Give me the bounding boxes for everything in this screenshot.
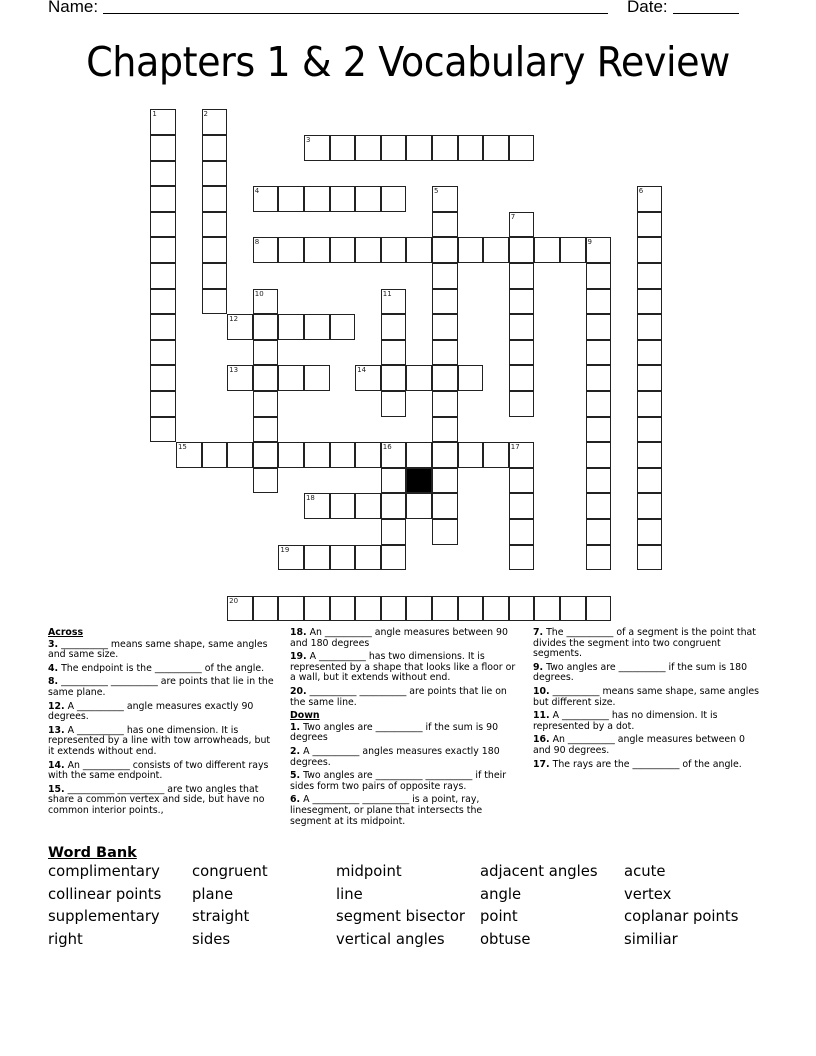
grid-cell[interactable] <box>483 442 509 468</box>
grid-cell[interactable] <box>432 263 458 289</box>
word-bank-word: coplanar points <box>624 908 739 926</box>
clue-num: 7. <box>533 627 544 638</box>
grid-cell[interactable] <box>381 314 407 340</box>
grid-cell[interactable] <box>637 289 663 315</box>
clue-num: 5. <box>290 770 301 782</box>
clue-number: 2 <box>203 110 209 119</box>
word-bank-word: obtuse <box>480 931 531 949</box>
clue-num: 8. <box>48 676 59 688</box>
grid-cell[interactable] <box>509 493 535 519</box>
grid-cell[interactable] <box>202 289 228 315</box>
clue-text: The __________ of a segment is the point that divides the segment into two congruent segments. <box>533 627 756 660</box>
clue-text: A __________ __________ is a point, ray, linesegment, or plane that intersects the segment at its midpoint. <box>290 794 483 827</box>
clue-number: 1 <box>152 110 157 119</box>
word-bank-word: segment bisector <box>336 908 465 926</box>
grid-cell[interactable] <box>150 161 176 187</box>
clue-num: 4. <box>48 662 59 674</box>
clue-num: 20. <box>290 685 307 697</box>
clue-num: 12. <box>48 700 65 712</box>
grid-cell[interactable] <box>381 237 407 263</box>
grid-cell[interactable] <box>509 289 535 315</box>
clue-number: 17 <box>510 443 520 452</box>
grid-cell[interactable] <box>586 289 612 315</box>
date-label: Date: <box>627 0 668 16</box>
clue-number: 7 <box>510 212 516 221</box>
grid-cell[interactable] <box>253 391 279 417</box>
grid-cell[interactable] <box>150 391 176 417</box>
clue-number: 18 <box>305 494 315 503</box>
clue-text: __________ __________ are two angles that share a common vertex and side, but have no common interior points., <box>48 783 265 816</box>
clue-number: 4 <box>254 187 260 196</box>
black-cell <box>406 468 432 494</box>
clue-num: 11. <box>533 710 550 722</box>
grid-cell[interactable] <box>253 365 279 391</box>
grid-cell[interactable] <box>458 135 484 161</box>
clue-text: A __________ angle measures exactly 90 degrees. <box>48 700 254 723</box>
grid-cell[interactable] <box>509 263 535 289</box>
grid-cell[interactable] <box>586 519 612 545</box>
word-bank-word: supplementary <box>48 908 160 926</box>
word-bank-word: vertex <box>624 885 672 903</box>
grid-cell[interactable] <box>432 596 458 622</box>
name-label: Name: <box>48 0 99 16</box>
across-clue <box>48 677 274 698</box>
grid-cell[interactable] <box>330 493 356 519</box>
down-clue <box>533 628 765 660</box>
grid-cell[interactable] <box>202 237 228 263</box>
clue-text: __________ means same shape, same angles but different size. <box>533 685 760 708</box>
grid-cell[interactable] <box>304 237 330 263</box>
grid-cell[interactable] <box>278 365 304 391</box>
clue-num: 18. <box>290 627 307 638</box>
grid-cell[interactable] <box>432 391 458 417</box>
grid-cell[interactable] <box>330 135 356 161</box>
word-bank-word: adjacent angles <box>480 863 598 880</box>
grid-cell[interactable] <box>509 314 535 340</box>
grid-cell[interactable] <box>637 212 663 238</box>
grid-cell[interactable] <box>355 442 381 468</box>
grid-cell[interactable] <box>381 365 407 391</box>
grid-cell[interactable] <box>381 545 407 571</box>
grid-cell[interactable] <box>381 340 407 366</box>
grid-cell[interactable] <box>406 135 432 161</box>
word-bank-word: midpoint <box>336 863 402 880</box>
grid-cell[interactable] <box>278 314 304 340</box>
grid-cell[interactable] <box>381 442 407 468</box>
clue-text: A __________ has one dimension. It is represented by a line with tow arrowheads, but it extends without end. <box>48 724 271 757</box>
grid-cell[interactable] <box>637 545 663 571</box>
grid-cell[interactable] <box>586 442 612 468</box>
clue-num: 14. <box>48 759 65 771</box>
clue-number: 19 <box>280 545 290 554</box>
down-clue <box>533 760 765 771</box>
grid-cell[interactable] <box>253 442 279 468</box>
grid-cell[interactable] <box>509 365 535 391</box>
grid-cell[interactable] <box>432 468 458 494</box>
clue-text: An __________ angle measures between 90 and 180 degrees <box>290 627 508 649</box>
grid-cell[interactable] <box>253 340 279 366</box>
grid-cell[interactable] <box>253 289 279 315</box>
grid-cell[interactable] <box>227 314 253 340</box>
across-clue <box>48 761 274 782</box>
grid-cell[interactable] <box>637 237 663 263</box>
grid-cell[interactable] <box>432 186 458 212</box>
grid-cell[interactable] <box>637 365 663 391</box>
grid-cell[interactable] <box>509 519 535 545</box>
across-clue <box>290 687 518 708</box>
clue-number: 10 <box>254 289 264 298</box>
grid-cell[interactable] <box>637 417 663 443</box>
across-clue <box>48 640 274 661</box>
grid-cell[interactable] <box>637 340 663 366</box>
grid-cell[interactable] <box>253 468 279 494</box>
grid-cell[interactable] <box>432 340 458 366</box>
down-clue <box>533 663 765 684</box>
grid-cell[interactable] <box>534 237 560 263</box>
grid-cell[interactable] <box>330 186 356 212</box>
grid-cell[interactable] <box>304 596 330 622</box>
grid-cell[interactable] <box>202 186 228 212</box>
grid-cell[interactable] <box>586 596 612 622</box>
grid-cell[interactable] <box>253 596 279 622</box>
grid-cell[interactable] <box>227 442 253 468</box>
grid-cell[interactable] <box>586 417 612 443</box>
across-clue <box>48 664 274 675</box>
grid-cell[interactable] <box>202 135 228 161</box>
grid-cell[interactable] <box>509 468 535 494</box>
clue-text: Two angles are __________ __________ if their sides form two pairs of opposite rays. <box>290 770 507 792</box>
grid-cell[interactable] <box>586 468 612 494</box>
clue-number: 8 <box>254 238 260 247</box>
clue-number: 11 <box>382 289 392 298</box>
grid-cell[interactable] <box>304 365 330 391</box>
clue-number: 15 <box>177 443 187 452</box>
clue-num: 6. <box>290 794 301 806</box>
grid-cell[interactable] <box>202 442 228 468</box>
grid-cell[interactable] <box>458 237 484 263</box>
word-bank-word: plane <box>192 885 234 903</box>
grid-cell[interactable] <box>509 596 535 622</box>
clue-number: 20 <box>229 596 239 605</box>
word-bank-word: sides <box>192 931 231 949</box>
grid-cell[interactable] <box>227 365 253 391</box>
clues-column-3 <box>533 628 765 773</box>
clue-text: An __________ consists of two different rays with the same endpoint. <box>48 759 269 782</box>
grid-cell[interactable] <box>150 237 176 263</box>
clue-num: 9. <box>533 661 544 673</box>
grid-cell[interactable] <box>406 596 432 622</box>
grid-cell[interactable] <box>432 289 458 315</box>
grid-cell[interactable] <box>278 545 304 571</box>
word-bank-word: vertical angles <box>336 931 445 949</box>
grid-cell[interactable] <box>509 212 535 238</box>
clue-num: 3. <box>48 638 59 650</box>
grid-cell[interactable] <box>534 596 560 622</box>
grid-cell[interactable] <box>637 493 663 519</box>
grid-cell[interactable] <box>483 237 509 263</box>
across-clue <box>290 628 518 649</box>
grid-cell[interactable] <box>150 186 176 212</box>
grid-cell[interactable] <box>381 186 407 212</box>
down-clue <box>533 687 765 708</box>
word-bank-word: collinear points <box>48 885 162 903</box>
grid-cell[interactable] <box>355 596 381 622</box>
grid-cell[interactable] <box>381 493 407 519</box>
grid-cell[interactable] <box>278 442 304 468</box>
clue-number: 14 <box>357 366 367 375</box>
grid-cell[interactable] <box>202 161 228 187</box>
down-clue <box>290 747 518 768</box>
grid-cell[interactable] <box>381 596 407 622</box>
grid-cell[interactable] <box>253 417 279 443</box>
grid-cell[interactable] <box>253 186 279 212</box>
grid-cell[interactable] <box>432 212 458 238</box>
clue-num: 15. <box>48 783 65 795</box>
grid-cell[interactable] <box>330 596 356 622</box>
page-title: Chapters 1 & 2 Vocabulary Review <box>86 38 730 86</box>
grid-cell[interactable] <box>227 596 253 622</box>
grid-cell[interactable] <box>637 468 663 494</box>
grid-cell[interactable] <box>560 237 586 263</box>
grid-cell[interactable] <box>150 365 176 391</box>
clues-column-1 <box>48 628 274 820</box>
grid-cell[interactable] <box>637 391 663 417</box>
clue-num: 13. <box>48 724 65 736</box>
clue-number: 9 <box>587 238 593 247</box>
clue-text: An __________ angle measures between 0 and 90 degrees. <box>533 734 746 756</box>
grid-cell[interactable] <box>637 186 663 212</box>
word-bank-word: point <box>480 908 518 926</box>
clue-number: 13 <box>229 366 239 375</box>
grid-cell[interactable] <box>432 135 458 161</box>
date-field[interactable] <box>673 13 739 14</box>
grid-cell[interactable] <box>432 442 458 468</box>
clue-num: 19. <box>290 651 307 663</box>
grid-cell[interactable] <box>150 340 176 366</box>
grid-cell[interactable] <box>560 596 586 622</box>
grid-cell[interactable] <box>406 237 432 263</box>
clue-text: __________ means same shape, same angles and same size. <box>48 638 268 661</box>
clue-number: 12 <box>229 315 239 324</box>
clue-number: 6 <box>638 187 644 196</box>
grid-cell[interactable] <box>432 417 458 443</box>
down-clue <box>533 711 765 732</box>
grid-cell[interactable] <box>381 519 407 545</box>
across-clue <box>48 702 274 723</box>
clue-num: 10. <box>533 685 550 697</box>
grid-cell[interactable] <box>586 263 612 289</box>
word-bank-word: right <box>48 931 83 949</box>
grid-cell[interactable] <box>330 545 356 571</box>
word-bank-word: complimentary <box>48 863 160 880</box>
grid-cell[interactable] <box>304 545 330 571</box>
down-clue <box>533 735 765 756</box>
grid-cell[interactable] <box>355 186 381 212</box>
grid-cell[interactable] <box>432 519 458 545</box>
clue-num: 1. <box>290 721 301 733</box>
grid-cell[interactable] <box>432 365 458 391</box>
grid-cell[interactable] <box>176 442 202 468</box>
across-clue <box>48 726 274 758</box>
word-bank <box>48 845 739 949</box>
clue-text: A __________ has no dimension. It is represented by a dot. <box>533 710 718 732</box>
grid-cell[interactable] <box>330 237 356 263</box>
grid-cell[interactable] <box>509 340 535 366</box>
grid-cell[interactable] <box>509 442 535 468</box>
grid-cell[interactable] <box>304 314 330 340</box>
grid-cell[interactable] <box>150 417 176 443</box>
clue-heading: Across <box>48 627 84 638</box>
grid-cell[interactable] <box>278 596 304 622</box>
across-clue <box>48 785 274 817</box>
clue-num: 16. <box>533 734 550 746</box>
grid-cell[interactable] <box>637 314 663 340</box>
clue-text: A __________ angles measures exactly 180 degrees. <box>290 745 500 768</box>
grid-cell[interactable] <box>355 135 381 161</box>
grid-cell[interactable] <box>253 237 279 263</box>
clue-number: 16 <box>382 443 392 452</box>
grid-cell[interactable] <box>150 314 176 340</box>
grid-cell[interactable] <box>202 263 228 289</box>
grid-cell[interactable] <box>278 186 304 212</box>
grid-cell[interactable] <box>458 365 484 391</box>
clue-number: 3 <box>305 135 311 144</box>
grid-cell[interactable] <box>637 263 663 289</box>
clue-text: A __________ has two dimensions. It is represented by a shape that looks like a floor or a wall, but it extends without end. <box>290 651 516 684</box>
grid-cell[interactable] <box>586 493 612 519</box>
name-field[interactable] <box>103 13 608 14</box>
clue-text: The rays are the __________ of the angle. <box>549 758 742 770</box>
grid-cell[interactable] <box>406 442 432 468</box>
grid-cell[interactable] <box>586 340 612 366</box>
grid-cell[interactable] <box>586 365 612 391</box>
grid-cell[interactable] <box>304 493 330 519</box>
grid-cell[interactable] <box>150 212 176 238</box>
grid-cell[interactable] <box>150 289 176 315</box>
grid-cell[interactable] <box>406 365 432 391</box>
grid-cell[interactable] <box>304 135 330 161</box>
word-bank-title: Word Bank <box>48 845 137 861</box>
word-bank-word: line <box>336 885 363 903</box>
down-clue <box>290 771 518 792</box>
grid-cell[interactable] <box>509 391 535 417</box>
grid-cell[interactable] <box>458 442 484 468</box>
clues-column-2 <box>290 628 518 830</box>
grid-cell[interactable] <box>509 545 535 571</box>
word-bank-word: congruent <box>192 863 268 880</box>
grid-cell[interactable] <box>355 365 381 391</box>
clue-heading: Down <box>290 710 320 722</box>
grid-cell[interactable] <box>637 519 663 545</box>
word-bank-word: acute <box>624 863 666 880</box>
grid-cell[interactable] <box>432 314 458 340</box>
clue-text: Two angles are __________ if the sum is 90 degrees <box>290 721 499 744</box>
grid-cell[interactable] <box>432 237 458 263</box>
word-bank-word: straight <box>192 908 250 926</box>
grid-cell[interactable] <box>509 135 535 161</box>
grid-cell[interactable] <box>586 314 612 340</box>
grid-cell[interactable] <box>406 493 432 519</box>
grid-cell[interactable] <box>304 186 330 212</box>
grid-cell[interactable] <box>355 237 381 263</box>
grid-cell[interactable] <box>278 237 304 263</box>
grid-cell[interactable] <box>355 493 381 519</box>
word-bank-word: angle <box>480 885 522 903</box>
word-bank-word: similiar <box>624 931 678 949</box>
grid-cell[interactable] <box>381 289 407 315</box>
clue-text: Two angles are __________ if the sum is 180 degrees. <box>533 661 748 684</box>
grid-cell[interactable] <box>483 596 509 622</box>
crossword-grid <box>151 110 671 630</box>
grid-cell[interactable] <box>458 596 484 622</box>
grid-cell[interactable] <box>637 442 663 468</box>
down-clue <box>290 723 518 744</box>
grid-cell[interactable] <box>330 314 356 340</box>
grid-cell[interactable] <box>381 135 407 161</box>
clue-num: 17. <box>533 758 550 770</box>
grid-cell[interactable] <box>150 109 176 135</box>
grid-cell[interactable] <box>586 545 612 571</box>
grid-cell[interactable] <box>150 263 176 289</box>
grid-cell[interactable] <box>304 442 330 468</box>
grid-cell[interactable] <box>202 212 228 238</box>
clue-number: 5 <box>433 187 439 196</box>
header-fields <box>48 0 748 17</box>
clue-num: 2. <box>290 745 301 757</box>
clue-text: __________ __________ are points that lie on the same line. <box>290 685 507 708</box>
grid-cell[interactable] <box>509 237 535 263</box>
grid-cell[interactable] <box>483 135 509 161</box>
grid-cell[interactable] <box>355 545 381 571</box>
grid-cell[interactable] <box>381 391 407 417</box>
grid-cell[interactable] <box>381 468 407 494</box>
grid-cell[interactable] <box>586 391 612 417</box>
grid-cell[interactable] <box>586 237 612 263</box>
grid-cell[interactable] <box>432 493 458 519</box>
grid-cell[interactable] <box>253 314 279 340</box>
clue-text: __________ __________ are points that lie in the same plane. <box>48 676 274 698</box>
grid-cell[interactable] <box>150 135 176 161</box>
grid-cell[interactable] <box>202 109 228 135</box>
across-clue <box>290 652 518 684</box>
grid-cell[interactable] <box>330 442 356 468</box>
down-clue <box>290 795 518 827</box>
clue-text: The endpoint is the __________ of the angle. <box>58 662 265 674</box>
